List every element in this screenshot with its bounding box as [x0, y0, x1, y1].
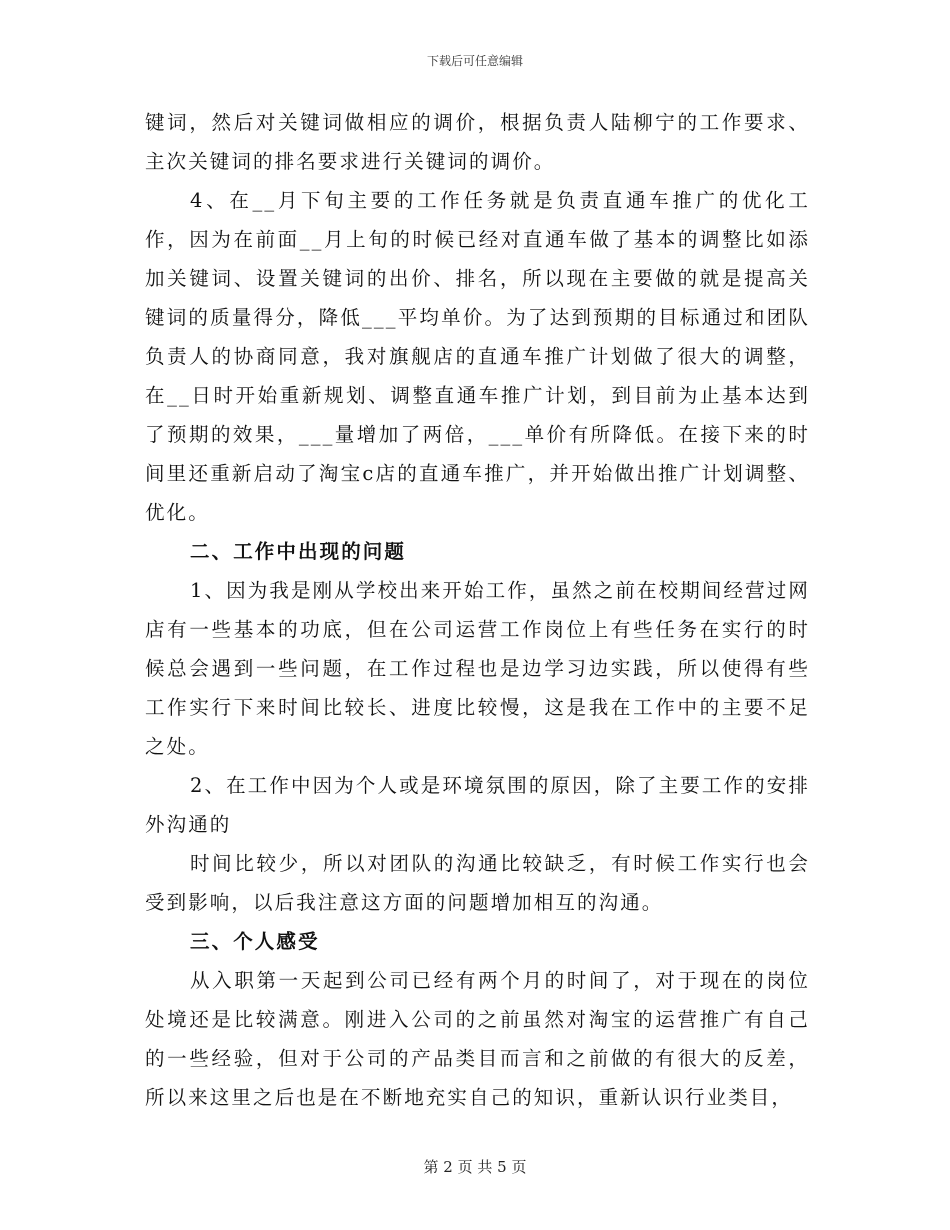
section-heading-problems: 二、工作中出现的问题 — [190, 540, 407, 563]
page-number: 第 2 页 共 5 页 — [423, 1158, 527, 1176]
paragraph-continuation: 键词，然后对关键词做相应的调价，根据负责人陆柳宁的工作要求、主次关键词的排名要求进行关键词的调价。 — [145, 111, 810, 173]
paragraph-feelings: 从入职第一天起到公司已经有两个月的时间了，对于现在的岗位处境还是比较满意。刚进入公司的之前虽然对淘宝的运营推广有自己的一些经验，但对于公司的产品类目而言和之前做的有很大的反差，所以来这里之后也是在不断地充实自己的知识，重新认识行业类目， — [145, 969, 810, 1109]
paragraph-problem-2: 2、在工作中因为个人或是环境氛围的原因，除了主要工作的安排外沟通的 — [145, 774, 810, 836]
section-heading-feelings: 三、个人感受 — [190, 930, 320, 953]
paragraph-problem-2-continued: 时间比较少，所以对团队的沟通比较缺乏，有时候工作实行也会受到影响，以后我注意这方面的问题增加相互的沟通。 — [145, 852, 810, 914]
document-body — [145, 103, 810, 1117]
paragraph-problem-1: 1、因为我是刚从学校出来开始工作，虽然之前在校期间经营过网店有一些基本的功底，但在公司运营工作岗位上有些任务在实行的时候总会遇到一些问题，在工作过程也是边学习边实践，所以使得有些工作实行下来时间比较长、进度比较慢，这是我在工作中的主要不足之处。 — [145, 579, 810, 758]
paragraph-item-4: 4、在__月下旬主要的工作任务就是负责直通车推广的优化工作，因为在前面__月上旬的时候已经对直通车做了基本的调整比如添加关键词、设置关键词的出价、排名，所以现在主要做的就是提高关键词的质量得分，降低___平均单价。为了达到预期的目标通过和团队负责人的协商同意，我对旗舰店的直通车推广计划做了很大的调整，在__日时开始重新规划、调整直通车推广计划，到目前为止基本达到了预期的效果，___量增加了两倍，___单价有所降低。在接下来的时间里还重新启动了淘宝c店的直通车推广，并开始做出推广计划调整、优化。 — [145, 189, 810, 524]
page-header: 下载后可任意编辑 — [426, 54, 523, 68]
